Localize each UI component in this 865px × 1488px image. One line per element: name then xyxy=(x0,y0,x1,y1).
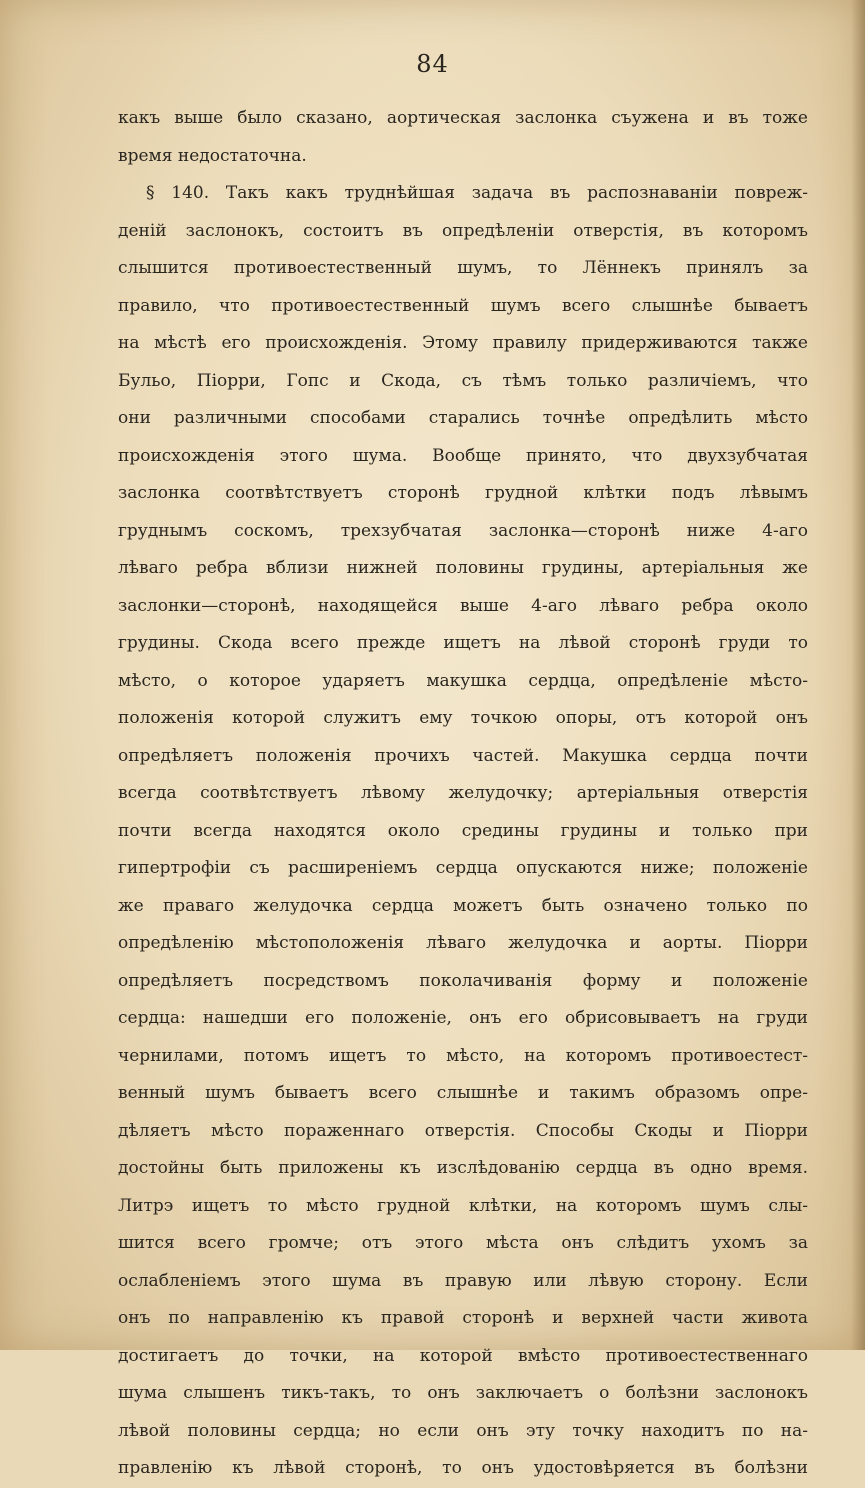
text-line: правленію къ лѣвой сторонѣ, то онъ удостовѣряется въ болѣзни xyxy=(118,1458,808,1478)
text-line: правило, что противоестественный шумъ всего слышнѣе бываетъ xyxy=(118,295,808,316)
text-line: положенія которой служитъ ему точкою опоры, отъ которой онъ xyxy=(118,708,808,728)
text-line: венный шумъ бываетъ всего слышнѣе и такимъ образомъ опре- xyxy=(118,1083,808,1103)
text-line: достойны быть приложены къ изслѣдованію сердца въ одно время. xyxy=(118,1158,808,1178)
text-line: гипертрофіи съ расширеніемъ сердца опускаются ниже; положеніе xyxy=(118,858,808,878)
text-line: чернилами, потомъ ищетъ то мѣсто, на которомъ противоестест- xyxy=(118,1045,808,1066)
text-line: деній заслонокъ, состоитъ въ опредѣленіи отверстія, въ которомъ xyxy=(118,220,808,241)
text-line: они различными способами старались точнѣе опредѣлить мѣсто xyxy=(118,408,808,428)
text-line: мѣсто, о которое ударяетъ макушка сердца, опредѣленіе мѣсто- xyxy=(118,670,808,691)
text-line: шится всего громче; отъ этого мѣста онъ слѣдитъ ухомъ за xyxy=(118,1233,808,1253)
text-line: заслонки—сторонѣ, находящейся выше 4-аго лѣваго ребра около xyxy=(118,595,808,616)
text-line: же праваго желудочка сердца можетъ быть означено только по xyxy=(118,895,808,916)
text-line: опредѣляетъ положенія прочихъ частей. Макушка сердца почти xyxy=(118,745,808,766)
text-line: какъ выше было сказано, аортическая заслонка съужена и въ тоже xyxy=(118,108,808,128)
text-line: всегда соотвѣтствуетъ лѣвому желудочку; артеріальныя отверстія xyxy=(118,783,808,803)
text-line: опредѣленію мѣстоположенія лѣваго желудочка и аорты. Піорри xyxy=(118,933,808,953)
text-line: лѣвой половины сердца; но если онъ эту точку находитъ по на- xyxy=(118,1420,808,1441)
body-text xyxy=(118,100,808,1488)
text-line: почти всегда находятся около средины грудины и только при xyxy=(118,820,808,841)
page-spine-shadow xyxy=(851,0,865,1350)
text-line: дѣляетъ мѣсто пораженнаго отверстія. Способы Скоды и Піорри xyxy=(118,1120,808,1141)
text-line: груднымъ соскомъ, трехзубчатая заслонка—сторонѣ ниже 4-аго xyxy=(118,520,808,541)
page-number: 84 xyxy=(416,50,449,78)
text-line: Бульо, Піорри, Гопс и Скода, съ тѣмъ только различіемъ, что xyxy=(118,370,808,391)
text-line: достигаетъ до точки, на которой вмѣсто противоестественнаго xyxy=(118,1345,808,1366)
text-line: опредѣляетъ посредствомъ поколачиванія форму и положеніе xyxy=(118,970,808,991)
text-line: сердца: нашедши его положеніе, онъ его обрисовываетъ на груди xyxy=(118,1008,808,1028)
text-line: время недостаточна. xyxy=(118,145,307,166)
text-line: Литрэ ищетъ то мѣсто грудной клѣтки, на которомъ шумъ слы- xyxy=(118,1195,808,1216)
text-line: на мѣстѣ его происхожденія. Этому правилу придерживаются также xyxy=(118,333,808,353)
text-line: заслонка соотвѣтствуетъ сторонѣ грудной клѣтки подъ лѣвымъ xyxy=(118,483,808,503)
text-line: слышится противоестественный шумъ, то Лённекъ принялъ за xyxy=(118,258,808,278)
text-line: шума слышенъ тикъ-такъ, то онъ заключаетъ о болѣзни заслонокъ xyxy=(118,1383,808,1403)
text-line: онъ по направленію къ правой сторонѣ и верхней части живота xyxy=(118,1308,808,1328)
text-line: происхожденія этого шума. Вообще принято, что двухзубчатая xyxy=(118,445,808,466)
paragraph-start-line: § 140. Такъ какъ труднѣйшая задача въ распознаваніи повреж- xyxy=(146,183,808,203)
text-line: лѣваго ребра вблизи нижней половины грудины, артеріальныя же xyxy=(118,558,808,578)
text-line: ослабленіемъ этого шума въ правую или лѣвую сторону. Если xyxy=(118,1270,808,1291)
text-line: грудины. Скода всего прежде ищетъ на лѣвой сторонѣ груди то xyxy=(118,633,808,653)
